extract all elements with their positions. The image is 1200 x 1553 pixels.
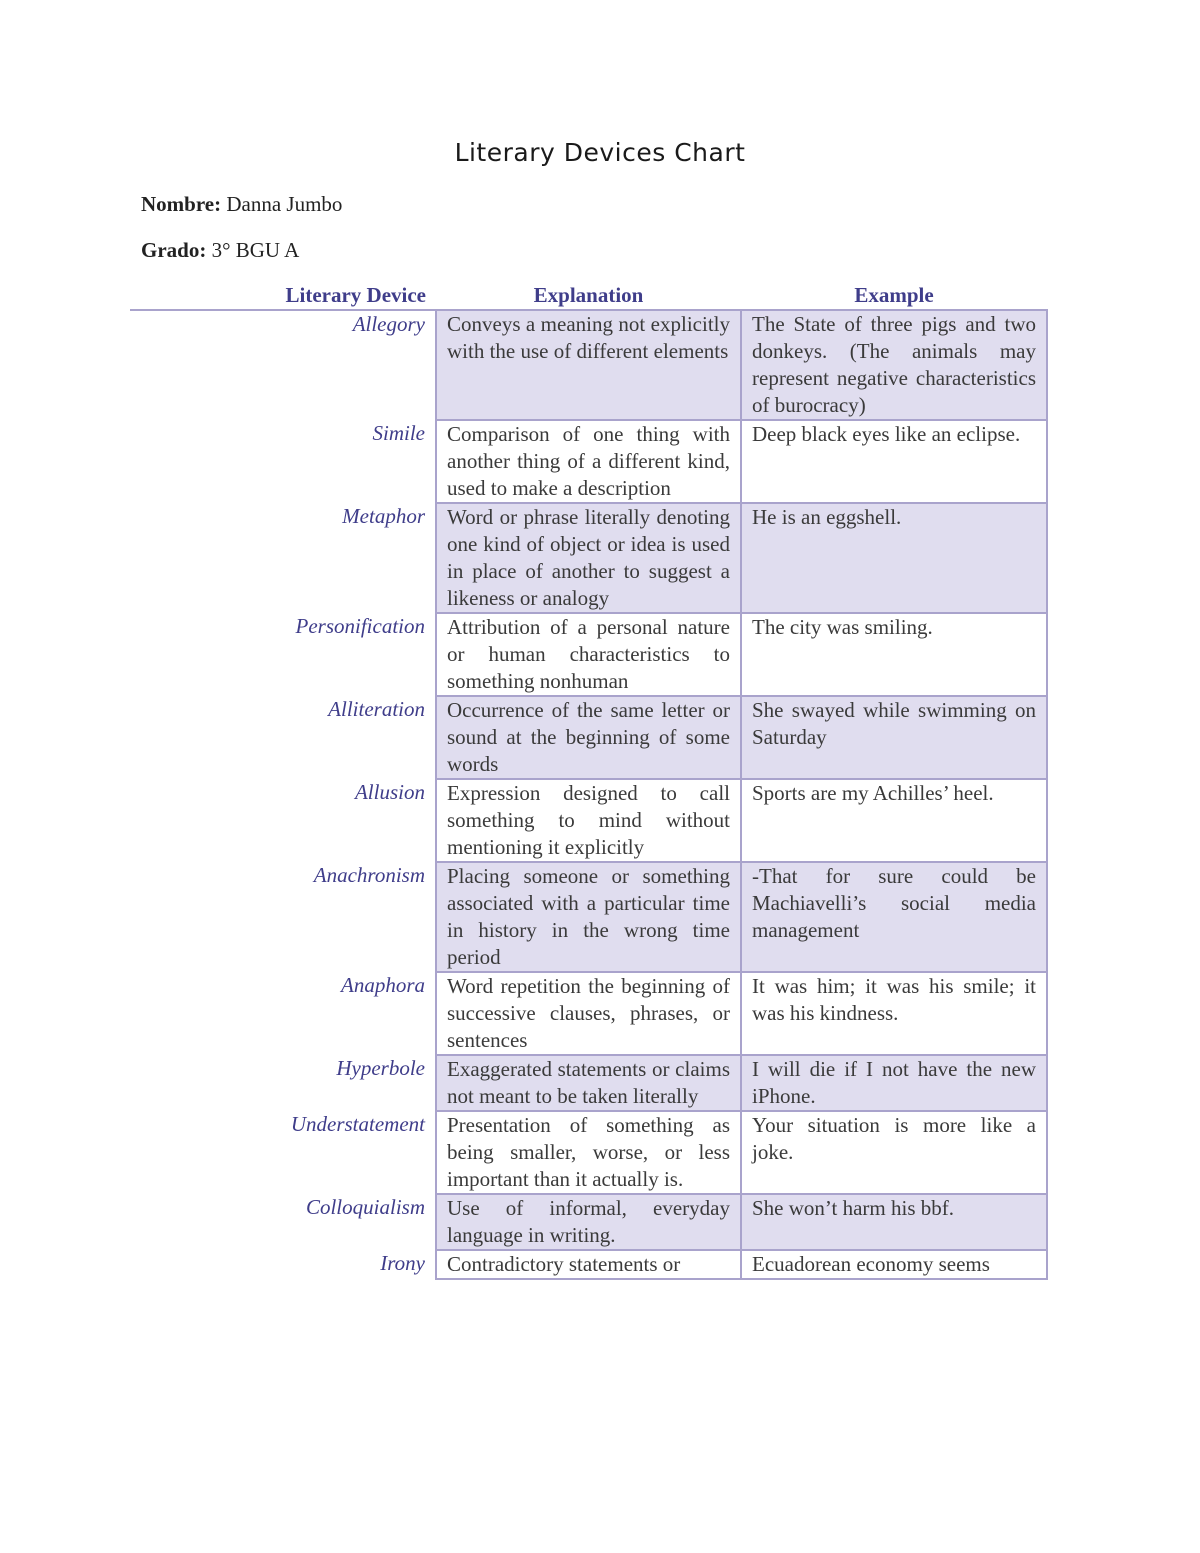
device-name: Colloquialism: [305, 1195, 425, 1219]
device-example: I will die if I not have the new iPhone.: [741, 1055, 1047, 1111]
table-row: [130, 503, 1047, 613]
device-explanation: Presentation of something as being smaller, worse, or less important than it actually is.: [436, 1111, 741, 1194]
table-row: [130, 779, 1047, 862]
header-example: Example: [741, 282, 1047, 310]
device-example: Your situation is more like a joke.: [741, 1111, 1047, 1194]
device-example: The city was smiling.: [741, 613, 1047, 696]
device-name: Alliteration: [328, 697, 425, 721]
device-explanation: Placing someone or something associated with a particular time in history in the wrong time period: [436, 862, 741, 972]
device-explanation: Contradictory statements or: [436, 1250, 741, 1279]
page-title: Literary Devices Chart: [454, 138, 746, 167]
device-example: She swayed while swimming on Saturday: [741, 696, 1047, 779]
header-explanation: Explanation: [436, 282, 741, 310]
device-name: Anachronism: [313, 863, 425, 887]
table-row: [130, 1250, 1047, 1279]
device-explanation: Comparison of one thing with another thing of a different kind, used to make a description: [436, 420, 741, 503]
device-explanation: Conveys a meaning not explicitly with the use of different elements: [436, 310, 741, 420]
table-row: [130, 613, 1047, 696]
device-explanation: Exaggerated statements or claims not meant to be taken literally: [436, 1055, 741, 1111]
device-explanation: Use of informal, everyday language in writing.: [436, 1194, 741, 1250]
literary-devices-table: [130, 282, 1048, 1280]
device-explanation: Expression designed to call something to mind without mentioning it explicitly: [436, 779, 741, 862]
student-name-label: Nombre:: [141, 192, 222, 216]
device-explanation: Word repetition the beginning of successive clauses, phrases, or sentences: [436, 972, 741, 1055]
device-name: Allusion: [354, 780, 425, 804]
student-grade-value: 3° BGU A: [211, 238, 300, 262]
student-grade-label: Grado:: [141, 238, 207, 262]
device-example: Ecuadorean economy seems: [741, 1250, 1047, 1279]
device-name: Irony: [380, 1251, 425, 1275]
table-row: [130, 420, 1047, 503]
student-name-value: Danna Jumbo: [226, 192, 343, 216]
table-row: [130, 1194, 1047, 1250]
device-name: Anaphora: [341, 973, 425, 997]
table-row: [130, 1055, 1047, 1111]
device-name: Metaphor: [342, 504, 425, 528]
table-row: [130, 696, 1047, 779]
device-explanation: Word or phrase literally denoting one kind of object or idea is used in place of another to suggest a likeness or analogy: [436, 503, 741, 613]
device-example: The State of three pigs and two donkeys. (The animals may represent negative characteristics of burocracy): [741, 310, 1047, 420]
header-literary-device: Literary Device: [130, 282, 436, 310]
table-row: [130, 862, 1047, 972]
table-row: [130, 1111, 1047, 1194]
device-name: Personification: [295, 614, 425, 638]
device-example: She won’t harm his bbf.: [741, 1194, 1047, 1250]
table-row: [130, 972, 1047, 1055]
device-name: Allegory: [352, 312, 425, 336]
device-example: -That for sure could be Machiavelli’s social media management: [741, 862, 1047, 972]
device-name: Hyperbole: [336, 1056, 425, 1080]
device-explanation: Attribution of a personal nature or human characteristics to something nonhuman: [436, 613, 741, 696]
table-row: [130, 310, 1047, 420]
device-example: It was him; it was his smile; it was his kindness.: [741, 972, 1047, 1055]
device-name: Simile: [372, 421, 425, 445]
device-explanation: Occurrence of the same letter or sound at the beginning of some words: [436, 696, 741, 779]
table-header-row: [130, 282, 1047, 310]
device-example: Deep black eyes like an eclipse.: [741, 420, 1047, 503]
student-name-line: [141, 192, 342, 217]
student-grade-line: [141, 238, 299, 263]
device-example: He is an eggshell.: [741, 503, 1047, 613]
device-name: Understatement: [290, 1112, 425, 1136]
device-example: Sports are my Achilles’ heel.: [741, 779, 1047, 862]
